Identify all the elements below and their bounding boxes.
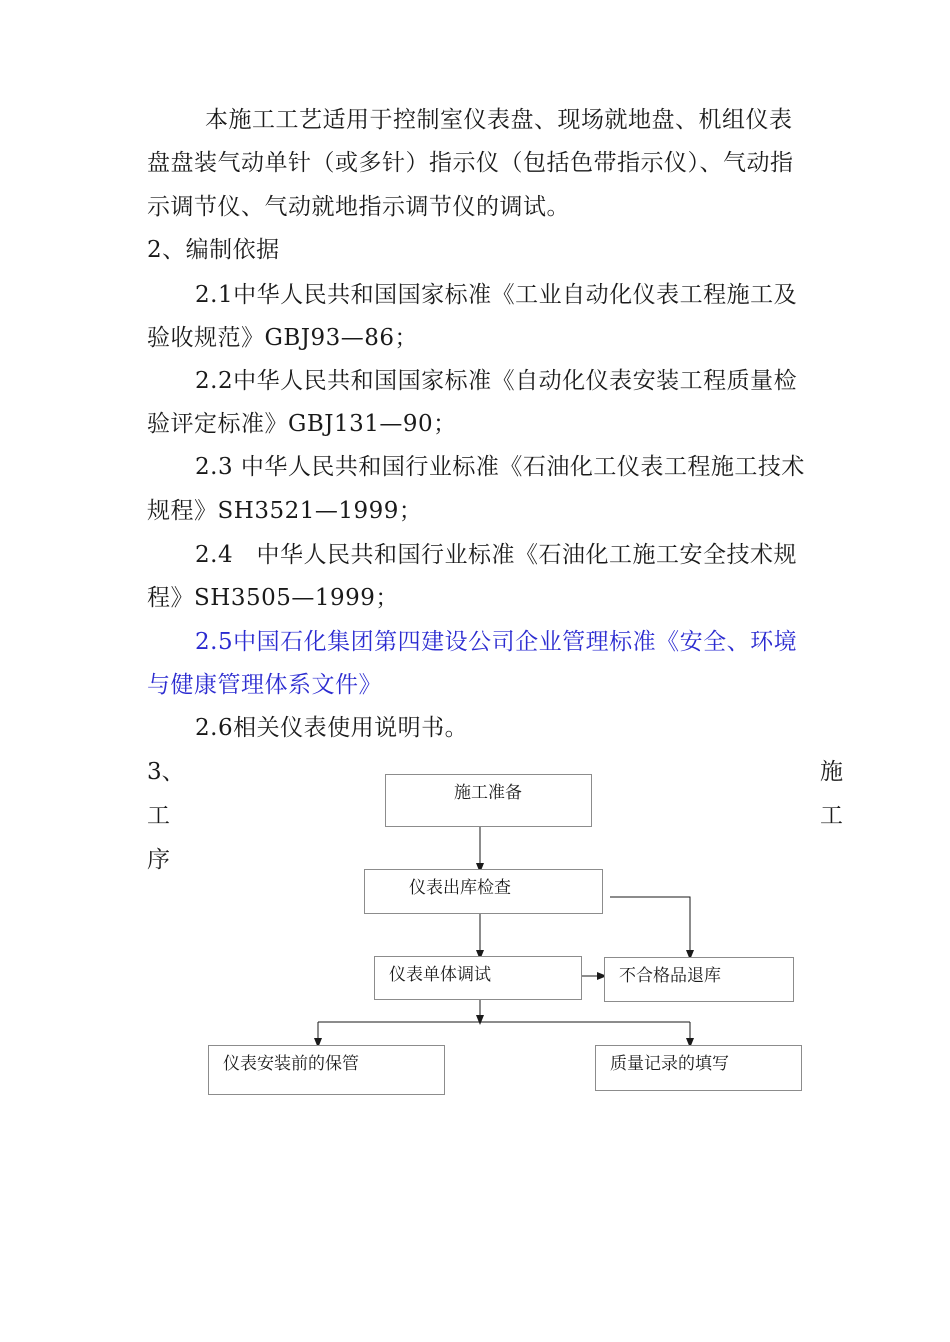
section-2-heading: 2、编制依据 [147, 237, 280, 263]
intro-line-1: 本施工工艺适用于控制室仪表盘、现场就地盘、机组仪表 [205, 107, 793, 133]
section-3-heading-part-5: 工 [820, 803, 843, 829]
section-3-heading-part-4: 施 [820, 759, 843, 785]
intro-line-2: 盘盘装气动单针（或多针）指示仪（包括色带指示仪）、气动指 [147, 150, 794, 176]
item-2-5-line-1: 2.5中国石化集团第四建设公司企业管理标准《安全、环境 [195, 629, 798, 655]
item-2-6: 2.6相关仪表使用说明书。 [195, 715, 469, 741]
arrow-check-to-reject [610, 897, 690, 955]
flow-box-record [595, 1045, 802, 1091]
item-2-1-line-2: 验收规范》GBJ93—86； [147, 325, 419, 351]
flow-box-check [364, 869, 603, 914]
section-3-heading-part-1: 3、 [147, 759, 185, 785]
flow-box-storage-label: 仪表安装前的保管 [223, 1054, 359, 1074]
flow-box-debug [374, 956, 582, 1000]
flow-box-debug-label: 仪表单体调试 [389, 965, 491, 985]
flow-box-prepare [385, 774, 592, 827]
item-2-4-line-2: 程》SH3505—1999； [147, 585, 399, 611]
item-2-3-line-1: 2.3 中华人民共和国行业标准《石油化工仪表工程施工技术 [195, 454, 805, 480]
flow-box-prepare-label: 施工准备 [454, 783, 522, 803]
item-2-3-line-2: 规程》SH3521—1999； [147, 498, 423, 524]
section-3-heading-part-2: 工 [147, 803, 170, 829]
item-2-1-line-1: 2.1中华人民共和国国家标准《工业自动化仪表工程施工及 [195, 282, 798, 308]
item-2-5-line-2: 与健康管理体系文件》 [147, 672, 382, 698]
flow-box-reject-label: 不合格品退库 [619, 966, 721, 986]
flow-box-record-label: 质量记录的填写 [610, 1054, 729, 1074]
intro-line-3: 示调节仪、气动就地指示调节仪的调试。 [147, 194, 570, 220]
flow-box-storage [208, 1045, 445, 1095]
flow-box-reject [604, 957, 794, 1002]
item-2-4-line-1: 2.4 中华人民共和国行业标准《石油化工施工安全技术规 [195, 542, 798, 568]
flow-box-check-label: 仪表出库检查 [409, 878, 511, 898]
section-3-heading-part-3: 序 [147, 847, 170, 873]
item-2-2-line-1: 2.2中华人民共和国国家标准《自动化仪表安装工程质量检 [195, 368, 798, 394]
item-2-2-line-2: 验评定标准》GBJ131—90； [147, 411, 457, 437]
